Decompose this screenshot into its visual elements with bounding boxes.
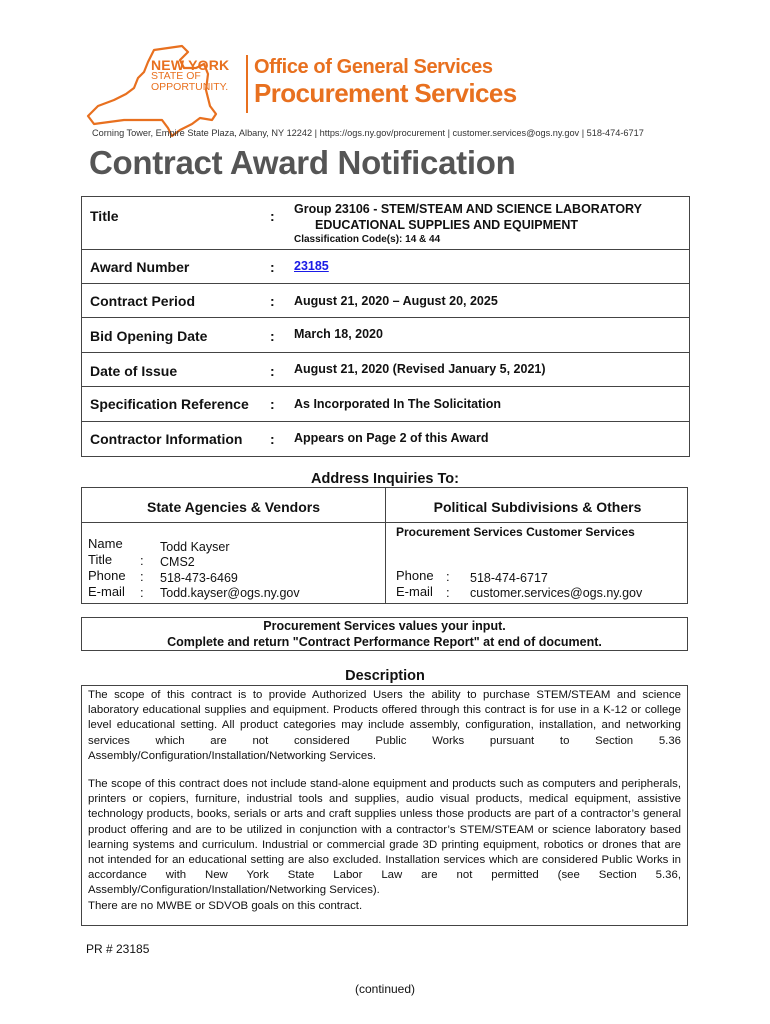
date-of-issue-row	[82, 353, 689, 387]
classification-codes: Classification Code(s): 14 & 44	[294, 234, 441, 245]
date-of-issue-colon: :	[270, 363, 275, 379]
right-email-colon: :	[446, 585, 450, 600]
notice-line1: Procurement Services values your input.	[263, 619, 506, 633]
contact-name: Todd Kayser	[160, 540, 230, 554]
phone-colon: :	[140, 569, 144, 584]
spec-reference-value: As Incorporated In The Solicitation	[294, 397, 501, 411]
logo-divider	[246, 55, 248, 113]
phone-label: Phone	[88, 568, 126, 583]
contract-period-colon: :	[270, 293, 275, 309]
ny-line2: STATE OF	[151, 70, 201, 82]
title-label: Title	[90, 208, 119, 224]
contractor-info-value: Appears on Page 2 of this Award	[294, 431, 489, 445]
ny-line3: OPPORTUNITY.	[151, 81, 229, 93]
office-name: Office of General Services	[254, 56, 493, 78]
bid-opening-colon: :	[270, 328, 275, 344]
contacts-table	[81, 487, 688, 604]
contact-line: Corning Tower, Empire State Plaza, Albany, NY 12242 | https://ogs.ny.gov/procurement | customer.services@ogs.ny.gov | 518-474-6717	[92, 128, 644, 138]
feedback-notice	[81, 617, 688, 651]
title-row	[82, 197, 689, 250]
spec-reference-colon: :	[270, 396, 275, 412]
spec-reference-label: Specification Reference	[90, 396, 249, 412]
bid-opening-value: March 18, 2020	[294, 327, 383, 341]
address-heading: Address Inquiries To:	[311, 471, 459, 487]
contractor-info-label: Contractor Information	[90, 431, 243, 447]
page-title: Contract Award Notification	[89, 144, 516, 181]
contract-period-row	[82, 284, 689, 318]
contractor-info-row	[82, 422, 689, 456]
award-info-table	[81, 196, 690, 457]
award-number-colon: :	[270, 259, 275, 275]
title-colon: :	[270, 208, 275, 224]
right-email-label: E-mail	[396, 584, 433, 599]
award-number-label: Award Number	[90, 259, 190, 275]
email-colon: :	[140, 585, 144, 600]
description-box	[81, 685, 688, 926]
title-label-contact: Title	[88, 552, 113, 567]
contractor-info-colon: :	[270, 431, 275, 447]
customer-services-email: customer.services@ogs.ny.gov	[470, 586, 643, 600]
contact-email: Todd.kayser@ogs.ny.gov	[160, 586, 300, 600]
contacts-header-line	[82, 522, 687, 523]
contract-period-label: Contract Period	[90, 293, 196, 309]
name-label: Name	[88, 536, 123, 551]
description-paragraph-2: The scope of this contract does not include stand-alone equipment and products such as computers and peripherals, printers or copiers, furniture, industrial tools and supplies, audio visual products, medical equipment, assistive technology products, books, serials or arts and craft supplies unless those products are part of a contractor’s general product offering and are to be utilized in conjunction with a contractor’s STEM/STEAM or science laboratory based learning systems and curriculum. Industrial or commercial grade 3D printing equipment, robotics or drones that are not intended for an educational setting are also excluded. Installation services which are considered Public Works in accordance with New York State Labor Law are not permitted (see Section 5.36, Assembly/Configuration/Installation/Networking Services).	[88, 778, 681, 897]
contact-phone: 518-473-6469	[160, 571, 238, 585]
ny-state-wordmark	[151, 59, 229, 93]
continued-label: (continued)	[354, 982, 416, 996]
date-of-issue-value: August 21, 2020 (Revised January 5, 2021)	[294, 362, 546, 376]
right-phone-colon: :	[446, 569, 450, 584]
description-paragraph-1: The scope of this contract is to provide Authorized Users the ability to purchase STEM/STEAM and science laboratory educational supplies and equipment. Products offered through this contract is for use in a K-12 or college level educational setting. All product categories may include assembly, configuration, installation, and networking services which are not considered Public Works pursuant to Section 5.36 Assembly/Configuration/Installation/Networking Services.	[88, 689, 681, 762]
bid-opening-row	[82, 318, 689, 353]
award-number-row	[82, 250, 689, 284]
description-paragraph-3: There are no MWBE or SDVOB goals on this contract.	[88, 899, 363, 912]
description-heading: Description	[345, 668, 425, 684]
political-subdivisions-heading: Political Subdivisions & Others	[433, 499, 642, 515]
customer-services-org: Procurement Services Customer Services	[396, 525, 635, 539]
award-number-link[interactable]: 23185	[294, 259, 329, 273]
right-phone-label: Phone	[396, 568, 434, 583]
email-label: E-mail	[88, 584, 125, 599]
title-colon-contact: :	[140, 553, 144, 568]
contract-period-value: August 21, 2020 – August 20, 2025	[294, 294, 498, 308]
spec-reference-row	[82, 387, 689, 422]
department-name: Procurement Services	[254, 78, 517, 108]
ny-line1: NEW YORK	[151, 57, 230, 73]
title-value-line2: EDUCATIONAL SUPPLIES AND EQUIPMENT	[315, 218, 578, 232]
bid-opening-label: Bid Opening Date	[90, 328, 208, 344]
state-agencies-heading: State Agencies & Vendors	[147, 499, 320, 515]
title-value-line1: Group 23106 - STEM/STEAM AND SCIENCE LABORATORY	[294, 202, 642, 216]
notice-line2: Complete and return "Contract Performance Report" at end of document.	[167, 635, 602, 649]
customer-services-phone: 518-474-6717	[470, 571, 548, 585]
contact-title: CMS2	[160, 555, 195, 569]
pr-number: PR # 23185	[86, 942, 150, 956]
date-of-issue-label: Date of Issue	[90, 363, 178, 379]
